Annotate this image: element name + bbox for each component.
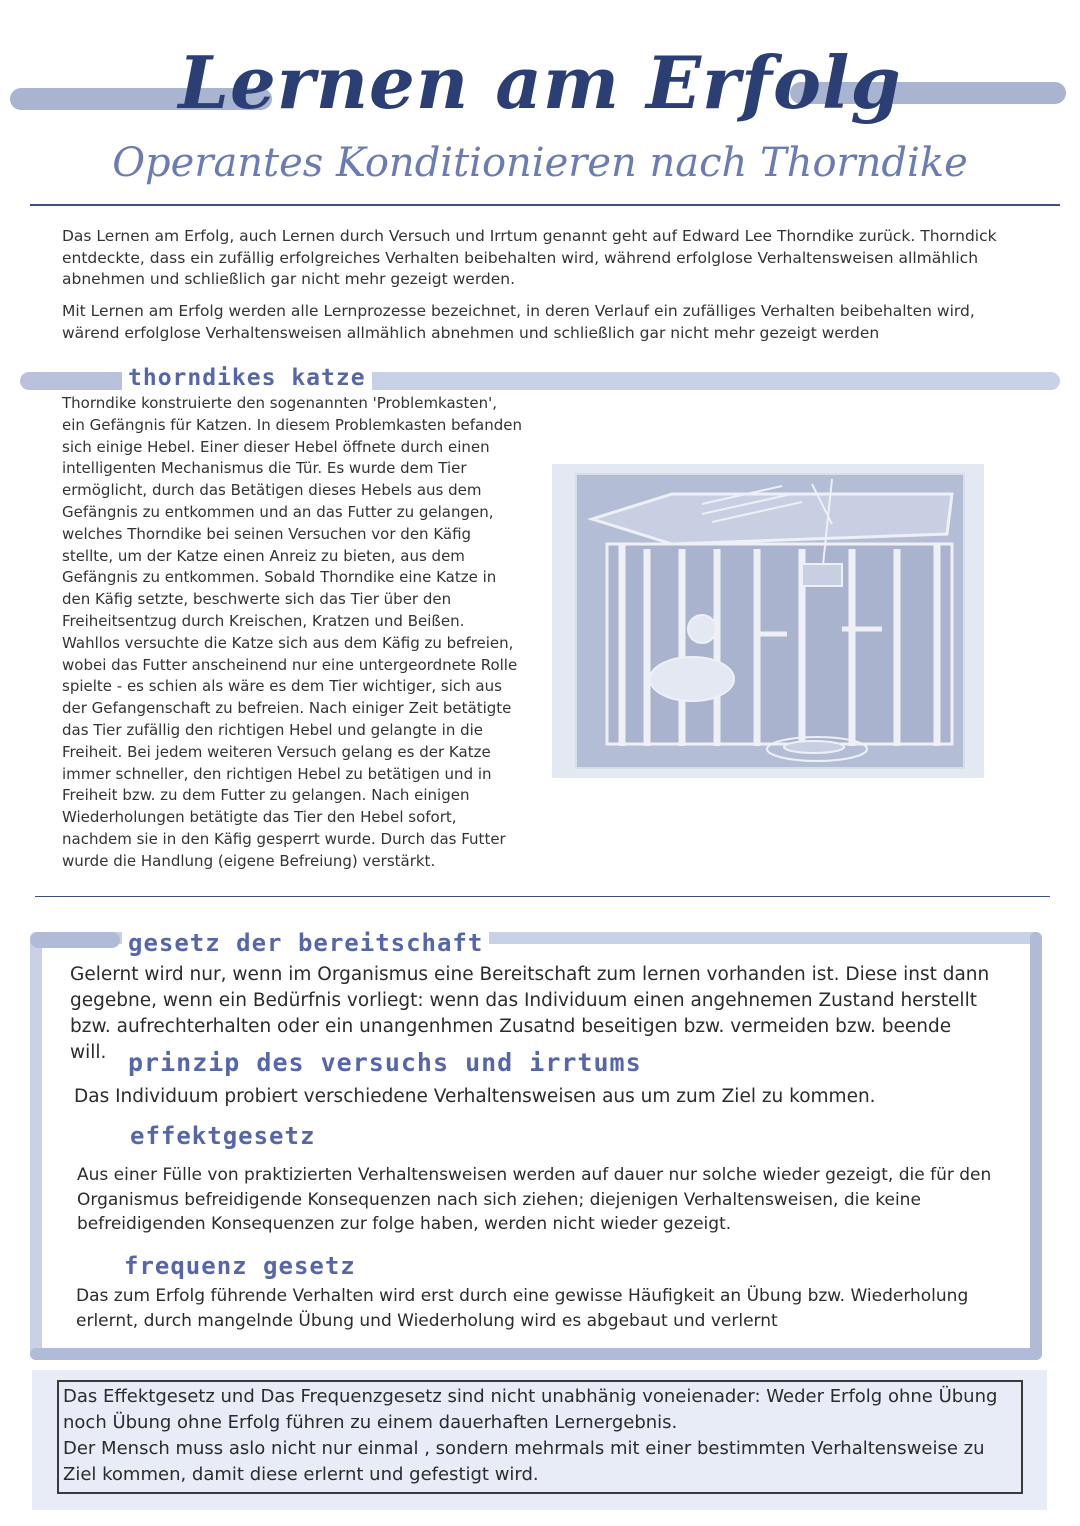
cat-heading-pill-left <box>20 372 130 390</box>
law-bereitschaft-text: Gelernt wird nur, wenn im Organismus eine Bereitschaft zum lernen vorhanden ist. Diese inst dann gegebne, wenn ein Bedürfnis vorliegt: wenn das Individuum einen angehnemen Zustand herstellt bzw. aufrechterhalten oder ein unangenhmen Zusatnd beseitigen bzw. vermeiden bzw. beende will. <box>70 964 990 1063</box>
law-effekt-heading: effektgesetz <box>130 1122 316 1150</box>
cat-section-text: Thorndike konstruierte den sogenannten 'Problemkasten', ein Gefängnis für Katzen. In diesem Problemkasten befanden sich einige Hebel. Einer dieser Hebel öffnete durch einen intelligenten Mechanismus die Tür. Es wurde dem Tier ermöglicht, durch das Betätigen dieses Hebels aus dem Gefängnis zu entkommen und an das Futter zu gelangen, welches Thorndike bei seinen Versuchen vor den Käfig stellte, um der Katze einen Anreiz zu bieten, aus dem Gefängnis zu entkommen. Sobald Thorndike eine Katze in den Käfig setzte, beschwerte sich das Tier über den Freiheitsentzug durch Kreischen, Kratzen und Beißen. Wahllos versuchte die Katze sich aus dem Käfig zu befreien, wobei das Futter anscheinend nur eine untergeordnete Rolle spielte - es schien als wäre es dem Tier wichtiger, sich aus der Gefangenschaft zu befreien. Nach einiger Zeit betätigte das Tier zufällig den richtigen Hebel und gelangte in die Freiheit. Bei jedem weiteren Versuch gelang es der Katze immer schneller, den richtigen Hebel zu betätigen und in Freiheit bzw. zu dem Futter zu gelangen. Nach einigen Wiederholungen betätigte das Tier den Hebel sofort, nachdem sie in den Käfig gesperrt wurde. Durch das Futter wurde die Handlung (eigene Befreiung) verstärkt. <box>62 394 522 870</box>
page-title: Lernen am Erfolg <box>178 40 902 125</box>
section-divider <box>35 896 1050 897</box>
cat-heading-pill-right <box>310 372 1060 390</box>
laws-heading-pill <box>30 932 120 948</box>
law-bereitschaft-heading: gesetz der bereitschaft <box>122 929 489 957</box>
page-subtitle: Operantes Konditionieren nach Thorndike <box>112 140 968 186</box>
law-effekt-text: Aus einer Fülle von praktizierten Verhaltensweisen werden auf dauer nur solche wieder gezeigt, die für den Organismus befreidigende Konsequenzen nach sich ziehen; diejenigen Verhaltensweisen, die keine befreidigenden Konsequenzen zur folge haben, werden nicht wieder gezeigt. <box>77 1165 992 1234</box>
header-rule <box>30 204 1060 206</box>
cat-section-heading: thorndikes katze <box>122 365 372 391</box>
laws-box-bottom-bar <box>30 1348 1042 1360</box>
problem-box-illustration <box>552 464 984 778</box>
laws-box-right-bar <box>1030 932 1042 1360</box>
laws-box-left-bar <box>30 932 42 1360</box>
law-frequenz-heading: frequenz gesetz <box>124 1252 356 1280</box>
intro-paragraph-1: Das Lernen am Erfolg, auch Lernen durch Versuch und Irrtum genannt geht auf Edward Lee Thorndike zurück. Thorndick entdeckte, dass ein zufällig erfolgreiches Verhalten beibehalten wird, während erfolglose Verhaltensweisen allmählich abnehmen und schließlich gar nicht mehr gezeigt werden. <box>62 227 997 288</box>
summary-line-1: Das Effektgesetz und Das Frequenzgesetz sind nicht unabhänig voneienader: Weder Erfolg ohne Übung noch Übung ohne Erfolg führen zu einem dauerhaften Lernergebnis. <box>63 1386 998 1433</box>
law-frequenz-text: Das zum Erfolg führende Verhalten wird erst durch eine gewisse Häufigkeit an Übung bzw. Wiederholung erlernt, durch mangelnde Übung und Wiederholung wird es abgebaut und verlernt <box>76 1286 969 1331</box>
intro-paragraph-2: Mit Lernen am Erfolg werden alle Lernprozesse bezeichnet, in deren Verlauf ein zufälliges Verhalten beibehalten wird, wärend erfolglose Verhaltensweisen allmählich abnehmen und schließlich gar nicht mehr gezeigt werden <box>62 302 975 342</box>
summary-line-2: Der Mensch muss aslo nicht nur einmal , sondern mehrmals mit einer bestimmten Verhaltensweise zu Ziel kommen, damit diese erlernt und gefestigt wird. <box>63 1438 985 1485</box>
summary-box <box>57 1380 1023 1494</box>
cage-drawing <box>552 464 984 778</box>
law-versuch-text: Das Individuum probiert verschiedene Verhaltensweisen aus um zum Ziel zu kommen. <box>74 1086 876 1107</box>
law-versuch-heading: prinzip des versuchs und irrtums <box>128 1048 642 1077</box>
